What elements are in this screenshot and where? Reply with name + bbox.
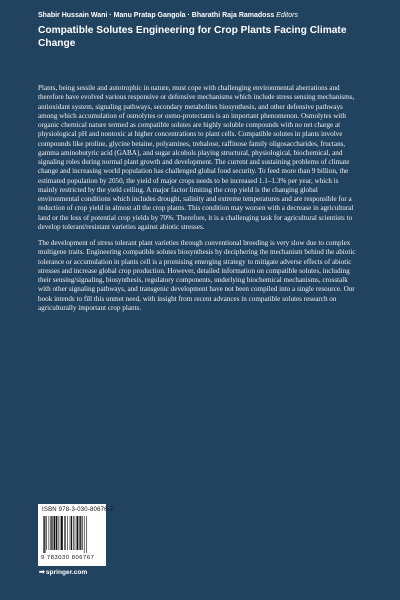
blurb-paragraph-1: Plants, being sessile and autotrophic in nature, must cope with challenging environmental aberrations and therefore have evolved various responsive or defensive mechanisms which include stress sensing mechanisms, antioxidant system, signaling pathways, secondary metabolites biosynthesis, and other defensive pathways among which accumulation of osmolytes or osmo-protectants is an important phenomenon. Osmolytes with organic chemical nature termed as compatible solutes are highly soluble compounds with no net charge at physiological pH and nontoxic at higher concentrations to plant cells. Compatible solutes in plants involve compounds like proline, glycine betaine, polyamines, trehalose, raffinose family oligosaccharides, fructans, gamma aminobutyric acid (GABA), and sugar alcohols playing structural, physiological, biochemical, and signaling roles during normal plant growth and development. The current and sustaining problems of climate change and increasing world population has challenged global food security. To feed more than 9 billion, the estimated population by 2050, the yield of major crops needs to be increased 1.1–1.3% per year, which is mainly restricted by the yield ceiling. A major factor limiting the crop yield is the changing global environmental conditions which includes drought, salinity and extreme temperatures and are responsible for a reduction of crop yield in almost all the crop plants. This condition may worsen with a decrease in agricultural land or the loss of potential crop yields by 70%. Therefore, it is a challenging task for agricultural scientists to develop tolerant/resistant varieties against abiotic stresses.	[38, 84, 355, 231]
blurb-paragraph-2: The development of stress tolerant plant varieties through conventional breeding is very slow due to complex multigene traits. Engineering compatible solutes biosynthesis by deciphering the mechanism behind the abiotic tolerance or accumulation in plants cell is a promising emerging strategy to mitigate adverse effects of abiotic stresses and increase global crop production. However, detailed information on compatible solutes, including their sensing/signaling, biosynthesis, regulatory components, underlying biochemical mechanisms, crosstalk with other signaling pathways, and transgenic development have not been compiled into a single resource. Our book intends to fill this unmet need, with insight from recent advances in compatible solutes research on agriculturally important crop plants.	[38, 239, 356, 312]
barcode-digits: 9 783030 806767	[41, 555, 95, 561]
publisher-link[interactable]	[39, 569, 87, 577]
arrow-icon: ➡	[39, 569, 45, 576]
barcode-bars	[43, 516, 101, 553]
editors-line	[38, 11, 378, 20]
isbn-barcode	[38, 504, 114, 566]
isbn-label: ISBN 978-3-030-80676-7	[42, 507, 114, 513]
publisher-link-label: springer.com	[45, 569, 88, 576]
blurb-text	[38, 84, 360, 320]
book-title: Compatible Solutes Engineering for Crop Plants Facing Climate Change	[38, 25, 347, 49]
editors-role: Editors	[276, 12, 298, 19]
editor-names: Shabir Hussain Wani · Manu Pratap Gangola · Bharathi Raja Ramadoss	[38, 12, 275, 19]
